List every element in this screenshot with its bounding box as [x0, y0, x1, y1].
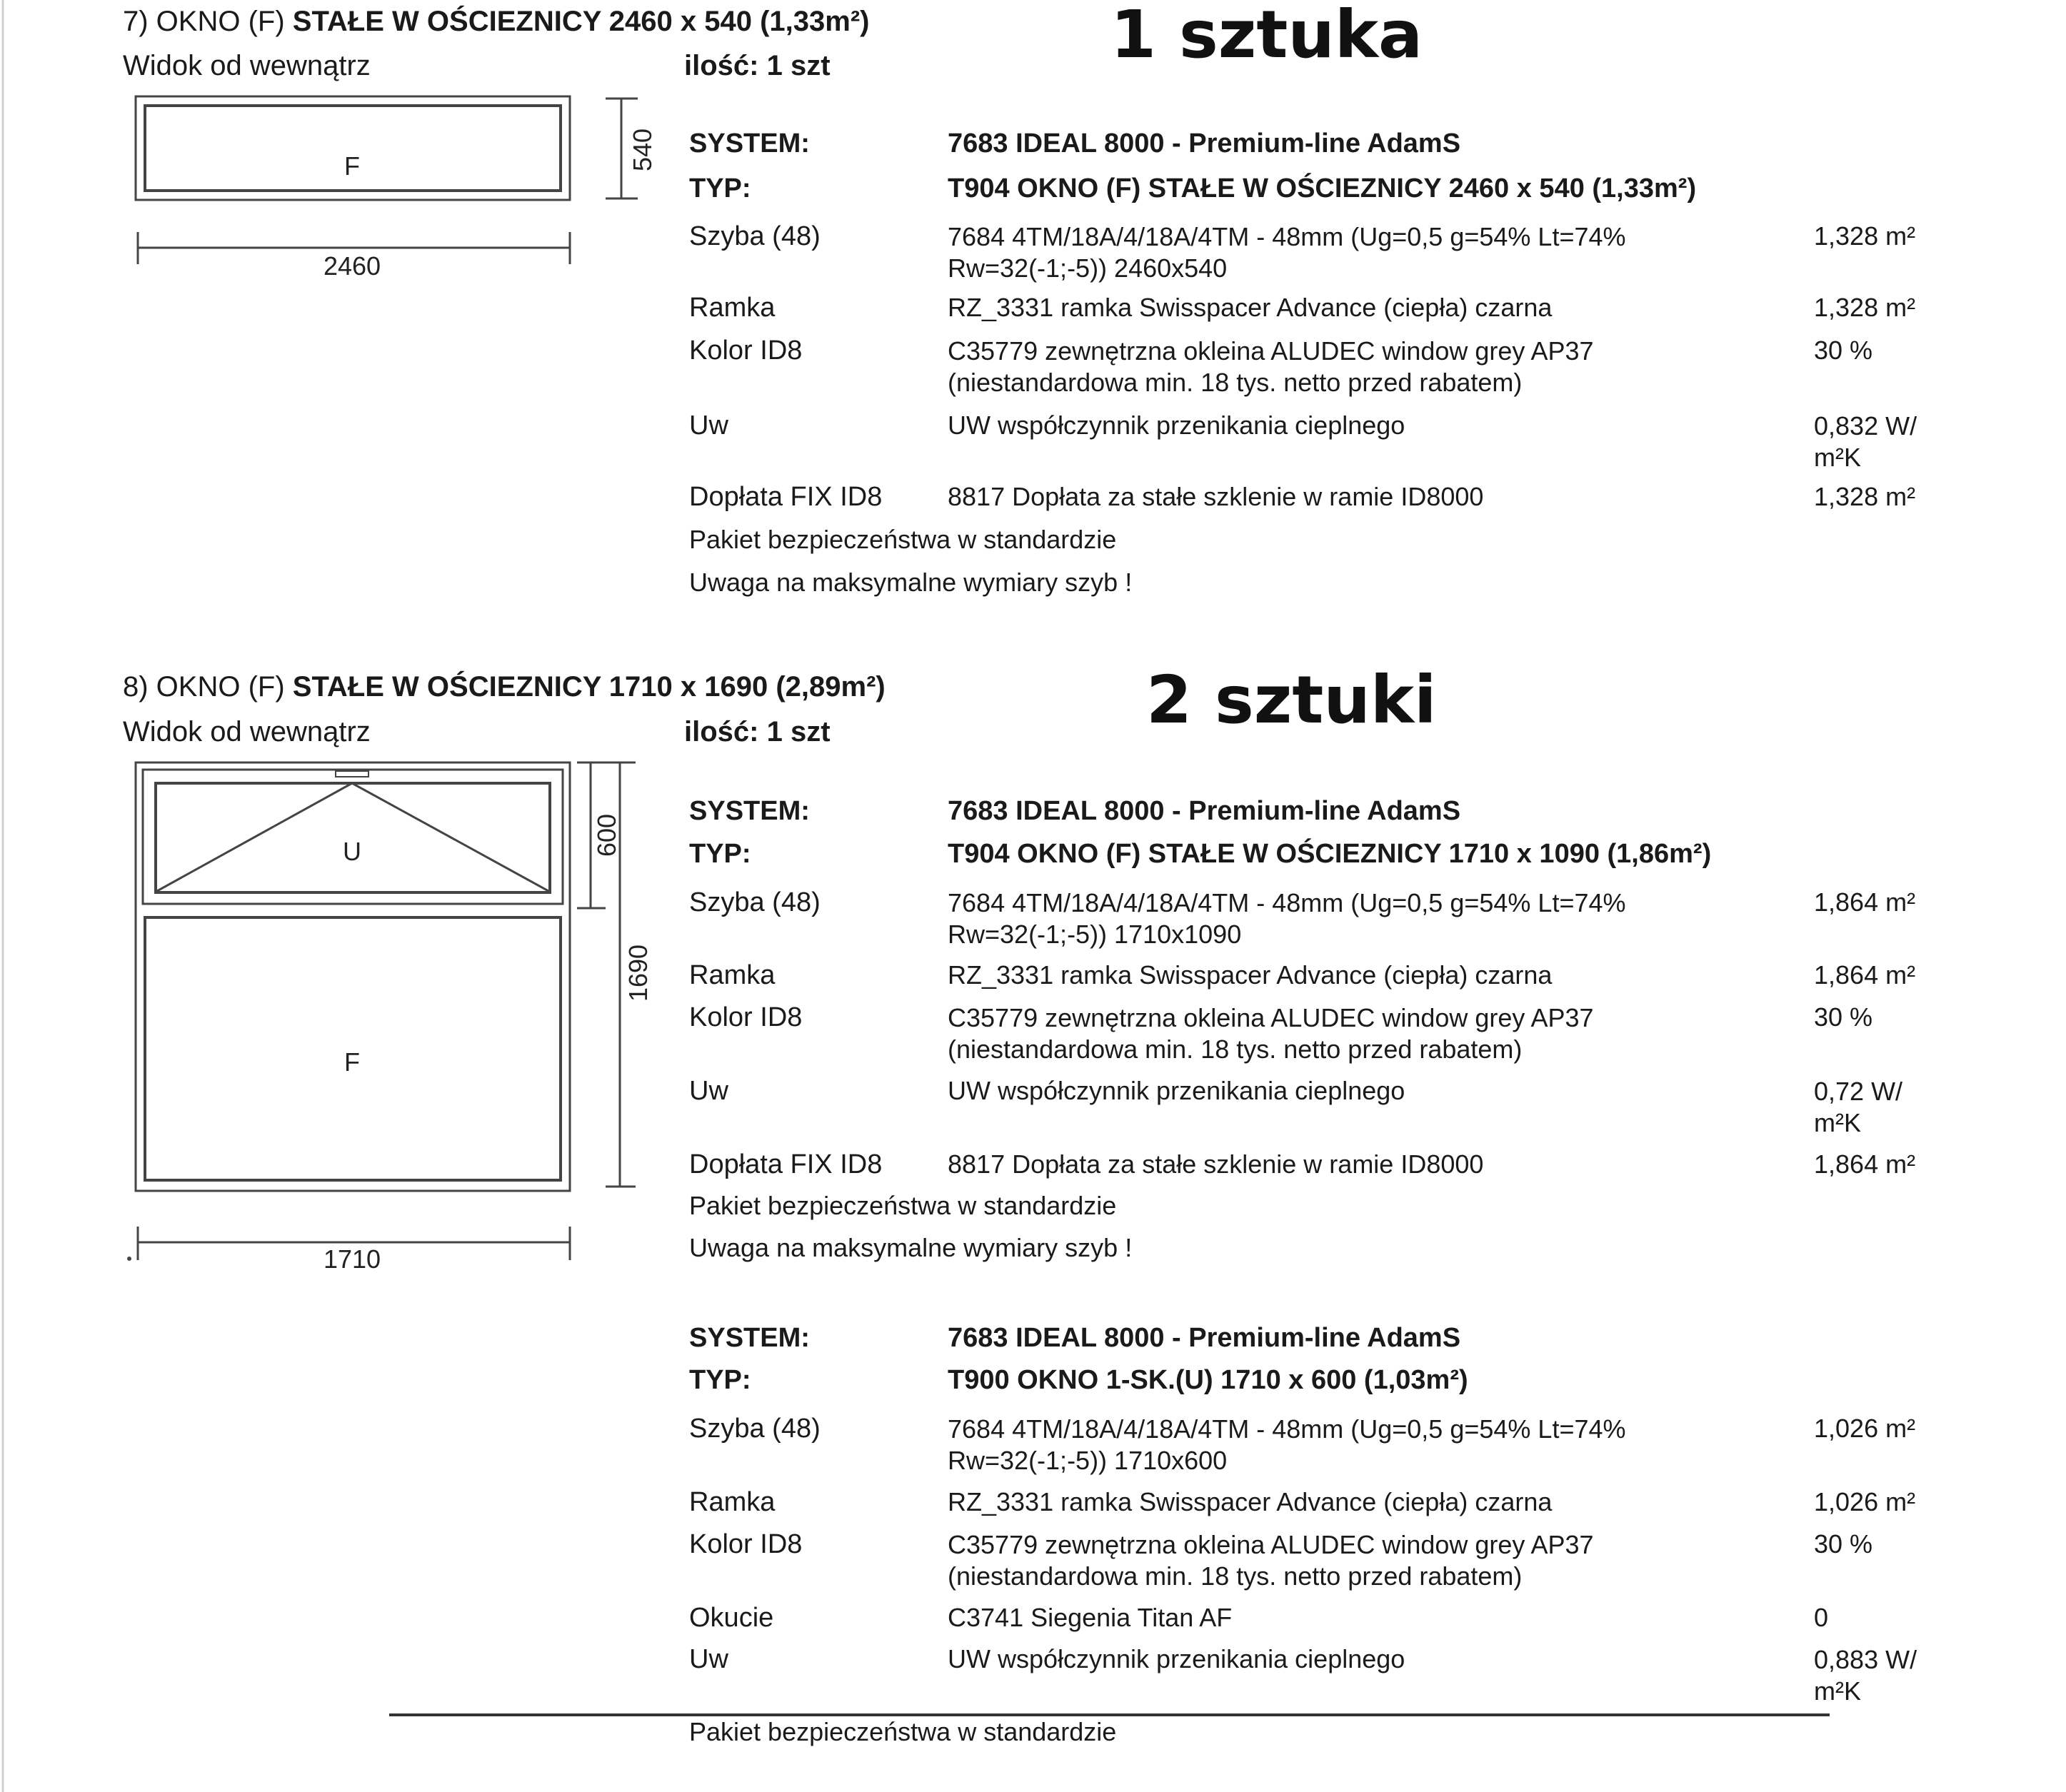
s7-system-label: SYSTEM: — [689, 129, 810, 158]
window-7-pane-label: F — [344, 151, 360, 181]
section-7-view-label: Widok od wewnątrz — [123, 50, 371, 81]
s8a-row-unit: 1,864 m² — [1814, 887, 1916, 917]
s8b-row-value: C3741 Siegenia Titan AF — [948, 1603, 1233, 1632]
section-7-title-bold: STAŁE W OŚCIEZNICY 2460 x 540 (1,33m²) — [292, 6, 870, 37]
s8b-row-label: Kolor ID8 — [689, 1529, 803, 1559]
window-8-top-height-label: 600 — [592, 813, 621, 857]
section-8-quantity: ilość: 1 szt — [684, 716, 831, 747]
s7-row-unit: 0,832 W/ m²K — [1814, 411, 1917, 472]
s7-row-unit: 1,328 m² — [1814, 482, 1916, 511]
s7-row-value: 7684 4TM/18A/4/18A/4TM - 48mm (Ug=0,5 g=54% Lt=74% Rw=32(-1;-5)) 2460x540 — [948, 222, 1626, 283]
s7-row-value: UW współczynnik przenikania cieplnego — [948, 411, 1405, 440]
section-8-title-prefix: 8) OKNO (F) — [123, 671, 293, 703]
dimension-dot — [127, 1257, 131, 1261]
s8b-row-value: C35779 zewnętrzna okleina ALUDEC window grey AP37 (niestandardowa min. 18 tys. netto przed rabatem) — [948, 1530, 1594, 1591]
section-7-big-quantity: 1 sztuka — [1110, 0, 1423, 73]
section-8-view-label: Widok od wewnątrz — [123, 716, 371, 747]
s8a-row-value: 8817 Dopłata za stałe szklenie w ramie ID8000 — [948, 1149, 1484, 1179]
window-7-drawing — [136, 96, 570, 200]
s7-row-label: Ramka — [689, 293, 776, 323]
s8a-row-label: Kolor ID8 — [689, 1002, 803, 1032]
s7-typ-label: TYP: — [689, 173, 751, 203]
window-8-handle — [336, 771, 368, 777]
window-7-width-label: 2460 — [323, 251, 381, 281]
s8a-row-unit: 30 % — [1814, 1002, 1873, 1032]
s8b-row-label: Okucie — [689, 1603, 774, 1633]
s8b-system-value: 7683 IDEAL 8000 - Premium-line AdamS — [948, 1323, 1461, 1353]
s7-row-label: Kolor ID8 — [689, 336, 803, 366]
s8b-row-value: RZ_3331 ramka Swisspacer Advance (ciepła) czarna — [948, 1487, 1553, 1516]
s8b-typ-value: T900 OKNO 1-SK.(U) 1710 x 600 (1,03m²) — [948, 1365, 1468, 1395]
s8b-row-label: Ramka — [689, 1487, 776, 1517]
s8b-row-value: 7684 4TM/18A/4/18A/4TM - 48mm (Ug=0,5 g=54% Lt=74% Rw=32(-1;-5)) 1710x600 — [948, 1414, 1626, 1475]
s8a-system-label: SYSTEM: — [689, 796, 810, 826]
s7-row-label: Dopłata FIX ID8 — [689, 482, 883, 512]
s8a-row-value: 7684 4TM/18A/4/18A/4TM - 48mm (Ug=0,5 g=54% Lt=74% Rw=32(-1;-5)) 1710x1090 — [948, 888, 1626, 949]
s7-system-value: 7683 IDEAL 8000 - Premium-line AdamS — [948, 129, 1461, 158]
s8b-row-unit: 1,026 m² — [1814, 1414, 1916, 1443]
window-8-width-label: 1710 — [323, 1244, 381, 1274]
s8b-row-value: UW współczynnik przenikania cieplnego — [948, 1644, 1405, 1673]
window-8-height-label: 1690 — [623, 944, 653, 1002]
s8a-typ-label: TYP: — [689, 839, 751, 869]
s7-row-value: RZ_3331 ramka Swisspacer Advance (ciepła) czarna — [948, 293, 1553, 322]
s7-row-label: Uw — [689, 411, 728, 441]
s8a-row-value: C35779 zewnętrzna okleina ALUDEC window grey AP37 (niestandardowa min. 18 tys. netto przed rabatem) — [948, 1003, 1594, 1064]
section-7-title-prefix: 7) OKNO (F) — [123, 6, 293, 37]
s8b-row-label: Szyba (48) — [689, 1414, 821, 1444]
s8a-row-label: Ramka — [689, 960, 776, 990]
window-7-outer-frame — [136, 96, 570, 200]
s7-row-value: 8817 Dopłata za stałe szklenie w ramie ID8000 — [948, 482, 1484, 511]
section-7-quantity: ilość: 1 szt — [684, 50, 831, 81]
s8a-row-label: Uw — [689, 1076, 728, 1106]
s7-row-unit: 1,328 m² — [1814, 293, 1916, 322]
window-8-drawing — [136, 762, 570, 1191]
s8a-row-unit: 0,72 W/ m²K — [1814, 1077, 1903, 1137]
window-8-top-pane-label: U — [343, 837, 361, 866]
s8a-row-value: UW współczynnik przenikania cieplnego — [948, 1076, 1405, 1105]
s8a-row-label: Szyba (48) — [689, 887, 821, 917]
s7-note: Pakiet bezpieczeństwa w standardzie — [689, 525, 1117, 554]
s7-row-unit: 30 % — [1814, 336, 1873, 365]
s8a-note: Uwaga na maksymalne wymiary szyb ! — [689, 1233, 1133, 1262]
s8a-row-value: RZ_3331 ramka Swisspacer Advance (ciepła) czarna — [948, 960, 1553, 990]
s8a-row-unit: 1,864 m² — [1814, 960, 1916, 990]
s8b-row-unit: 1,026 m² — [1814, 1487, 1916, 1516]
s8a-row-unit: 1,864 m² — [1814, 1149, 1916, 1179]
window-8-bottom-pane-label: F — [344, 1047, 360, 1077]
s8b-row-unit: 0,883 W/ m²K — [1814, 1645, 1917, 1706]
s7-typ-value: T904 OKNO (F) STAŁE W OŚCIEZNICY 2460 x 540 (1,33m²) — [948, 173, 1697, 203]
s8a-row-label: Dopłata FIX ID8 — [689, 1149, 883, 1179]
section-8-big-quantity: 2 sztuki — [1146, 662, 1437, 738]
s8a-note: Pakiet bezpieczeństwa w standardzie — [689, 1191, 1117, 1220]
s8b-note: Pakiet bezpieczeństwa w standardzie — [689, 1717, 1117, 1746]
window-7-height-label: 540 — [628, 128, 657, 172]
section-8-title-bold: STAŁE W OŚCIEZNICY 1710 x 1690 (2,89m²) — [292, 671, 886, 703]
s8b-row-label: Uw — [689, 1644, 728, 1674]
s7-row-label: Szyba (48) — [689, 221, 821, 251]
s8b-row-unit: 30 % — [1814, 1529, 1873, 1559]
s8b-typ-label: TYP: — [689, 1365, 751, 1395]
s8b-row-unit: 0 — [1814, 1603, 1829, 1632]
s7-row-unit: 1,328 m² — [1814, 221, 1916, 251]
s7-row-value: C35779 zewnętrzna okleina ALUDEC window grey AP37 (niestandardowa min. 18 tys. netto przed rabatem) — [948, 336, 1594, 397]
window-8-outer-frame — [136, 762, 570, 1191]
s8a-system-value: 7683 IDEAL 8000 - Premium-line AdamS — [948, 796, 1461, 826]
s8a-typ-value: T904 OKNO (F) STAŁE W OŚCIEZNICY 1710 x 1090 (1,86m²) — [948, 839, 1712, 869]
s8b-system-label: SYSTEM: — [689, 1323, 810, 1353]
s7-note: Uwaga na maksymalne wymiary szyb ! — [689, 568, 1133, 597]
